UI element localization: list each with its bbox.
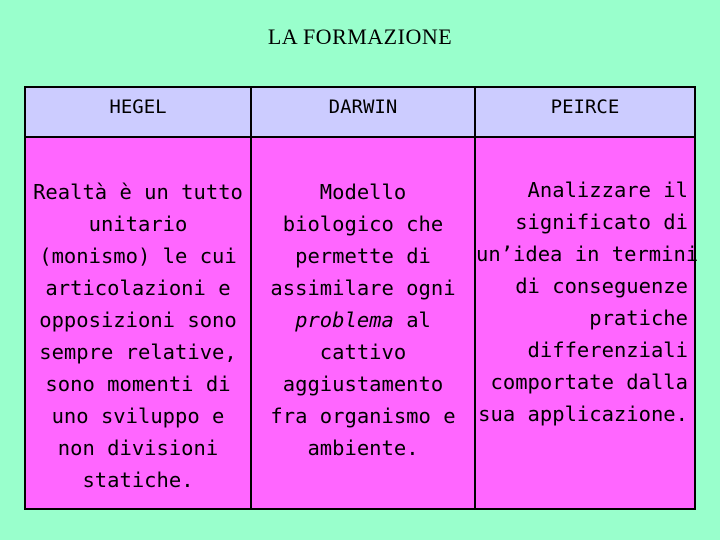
slide-title: LA FORMAZIONE	[267, 24, 453, 49]
peirce-line: comportate dalla	[490, 370, 688, 394]
hegel-line: (monismo) le cui	[39, 244, 237, 268]
darwin-line: permette di	[295, 244, 431, 268]
darwin-line-suffix: al	[393, 308, 431, 332]
hegel-line: sempre relative,	[39, 340, 237, 364]
peirce-line: un’idea in termini	[476, 242, 699, 266]
peirce-line: sua applicazione.	[478, 402, 688, 426]
hegel-line: unitario	[88, 212, 188, 236]
darwin-italic-word: problema	[295, 308, 394, 332]
header-hegel: HEGEL	[26, 88, 252, 138]
peirce-line: Analizzare il	[527, 178, 688, 202]
darwin-line: biologico che	[282, 212, 444, 236]
hegel-text	[26, 138, 252, 508]
darwin-line-problema	[252, 304, 474, 336]
peirce-line: di conseguenze	[515, 274, 688, 298]
darwin-line: cattivo	[319, 340, 407, 364]
darwin-line: assimilare ogni	[270, 276, 456, 300]
hegel-line: statiche.	[82, 468, 194, 492]
hegel-line: Realtà è un tutto	[33, 180, 243, 204]
peirce-line: differenziali	[527, 338, 688, 362]
darwin-line: ambiente.	[307, 436, 419, 460]
peirce-text	[476, 138, 699, 508]
hegel-line: sono momenti di	[45, 372, 231, 396]
darwin-text	[252, 138, 476, 508]
hegel-line: opposizioni sono	[39, 308, 237, 332]
peirce-line: significato di	[515, 210, 688, 234]
header-darwin: DARWIN	[252, 88, 476, 138]
darwin-line: fra organismo e	[270, 404, 456, 428]
hegel-line: articolazioni e	[45, 276, 231, 300]
darwin-line: aggiustamento	[282, 372, 444, 396]
hegel-line: non divisioni	[57, 436, 219, 460]
hegel-line: uno sviluppo e	[51, 404, 225, 428]
comparison-table	[24, 86, 699, 510]
header-peirce: PEIRCE	[476, 88, 694, 138]
darwin-line: Modello	[319, 180, 407, 204]
peirce-line: pratiche	[589, 306, 688, 330]
